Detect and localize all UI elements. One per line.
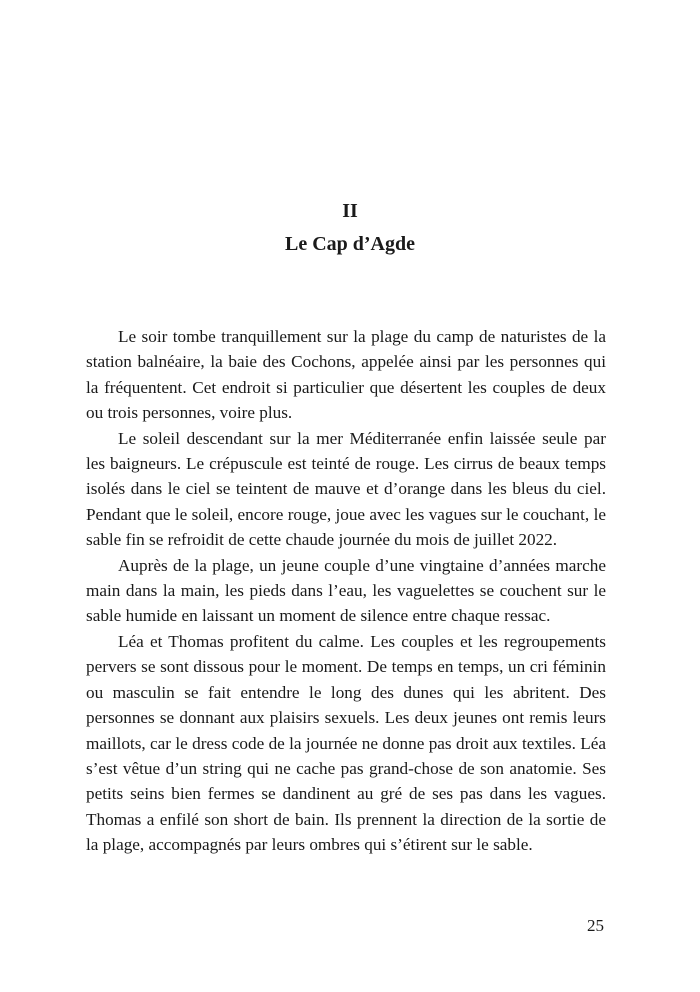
chapter-number: II [342, 200, 358, 222]
page-number: 25 [587, 916, 604, 935]
paragraph: Léa et Thomas profitent du calme. Les couples et les regroupements pervers se sont dissous pour le moment. De temps en temps, un cri féminin ou masculin se fait entendre le long des dunes qui les abritent. Des personnes se donnant aux plaisirs sexuels. Les deux jeunes ont remis leurs maillots, car le dress code de la journée ne donne pas droit aux textiles. Léa s’est vêtue d’un string qui ne cache pas grand-chose de son anatomie. Ses petits seins bien fermes se dandinent au gré de ses pas dans les vagues. Thomas a enfilé son short de bain. Ils prennent la direction de la sortie de la plage, accompagnés par leurs ombres qui s’étirent sur le sable. [86, 631, 606, 855]
paragraph: Auprès de la plage, un jeune couple d’une vingtaine d’années marche main dans la main, les pieds dans l’eau, les vaguelettes se couchent sur le sable humide en laissant un moment de silence entre chaque ressac. [86, 555, 606, 626]
paragraph: Le soleil descendant sur la mer Méditerranée enfin laissée seule par les baigneurs. Le crépuscule est teinté de rouge. Les cirrus de beaux temps isolés dans le ciel se teintent de mauve et d’orange dans les bleus du ciel. Pendant que le soleil, encore rouge, joue avec les vagues sur le couchant, le sable fin se refroidit de cette chaude journée du mois de juillet 2022. [86, 428, 606, 550]
paragraph: Le soir tombe tranquillement sur la plage du camp de naturistes de la station balnéaire, la baie des Cochons, appelée ainsi par les personnes qui la fréquentent. Cet endroit si particulier que désertent les couples de deux ou trois personnes, voire plus. [86, 327, 606, 423]
chapter-title: Le Cap d’Agde [284, 233, 415, 255]
chapter-body [86, 324, 606, 858]
